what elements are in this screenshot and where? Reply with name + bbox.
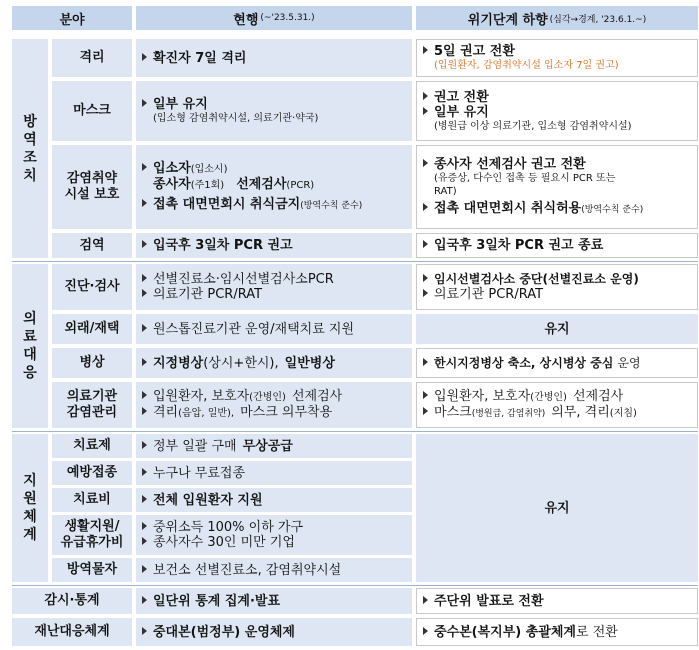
quarantine-entry-current [136,233,412,258]
quarantine-entry-current-text: 입국후 3일차 PCR 권고 [153,238,293,253]
row-label-infection-mgmt: 의료기관 감염관리 [52,382,132,428]
bullet-triangle-icon [142,289,147,297]
bullet-triangle-icon [423,391,428,399]
header-current [136,6,412,30]
row-label-isolation: 격리 [52,39,132,77]
mask-new-note: (병원급 이상 의료기관, 입소형 감염취약시설) [434,120,632,132]
infection-mgmt-new-patients: 입원환자, 보호자 [434,388,531,404]
diagnosis-current [136,264,412,310]
vulnerable-current-workers: 종사자 [153,176,191,192]
vulnerable-current-residents: 입소자 [153,160,191,176]
bullet-triangle-icon [423,407,428,415]
disaster-current-text: 중대본(범정부) 운영체제 [153,624,295,640]
vulnerable-current-pretest-note: (PCR) [286,179,315,191]
diagnosis-new-text-1: 임시선별검사소 중단(선별진료소 운영) [434,272,639,286]
bullet-triangle-icon [142,495,147,503]
section-medical [12,264,48,428]
bullet-triangle-icon [142,391,147,399]
vulnerable-new-note-1: (유증상, 다수인 접촉 등 필요시 PCR 또는 RAT) [434,172,616,197]
bullet-triangle-icon [142,240,147,248]
living-current [136,515,412,555]
section-support [12,434,48,582]
row-label-vaccination: 예방접종 [52,461,132,485]
bullet-triangle-icon [142,596,147,604]
vulnerable-current-residents-note: (입소시) [190,163,228,175]
bullet-triangle-icon [142,407,147,415]
bullet-triangle-icon [142,274,147,282]
header-current-title: 현행 [233,12,259,28]
infection-mgmt-new-caregivers: (간병인) [530,391,567,403]
bullet-triangle-icon [423,596,428,604]
isolation-new-text: 5일 권고 전환 [434,44,515,59]
infection-mgmt-new-pretest: 선제검사 [572,388,624,404]
row-label-quarantine-entry: 검역 [52,233,132,258]
beds-current-designated: 지정병상 [153,355,204,371]
header-new-date: (심각→경계, '23.6.1.~) [549,14,647,25]
infection-mgmt-new-guideline: (지침) [609,407,637,419]
row-label-treatment: 치료제 [52,434,132,458]
beds-new-text: 한시지정병상 축소, 상시병상 중심 [434,355,614,370]
infection-mgmt-current-isolation-note: (음압, 일반), [178,408,235,419]
disaster-new [416,618,698,646]
row-label-vulnerable: 감염취약 시설 보호 [52,145,132,229]
bullet-triangle-icon [423,627,428,635]
bullet-triangle-icon [142,522,147,530]
support-new: 유지 [416,434,698,582]
beds-current [136,348,412,378]
vulnerable-current-visit-note: (방역수칙 준수) [300,200,363,211]
outpatient-current-text: 원스톱진료기관 운영/재택치료 지원 [153,321,355,337]
vulnerable-current-pretest: 선제검사 [236,176,287,192]
supplies-current [136,558,412,582]
header-new [416,6,698,30]
row-label-disaster: 재난대응체계 [12,618,132,646]
infection-mgmt-current-isolation: 격리 [153,405,179,420]
row-label-diagnosis: 진단·검사 [52,264,132,310]
diagnosis-current-text-2: 의료기관 PCR/RAT [153,287,263,302]
vulnerable-current-workers-note: (주1회) [190,179,225,191]
mask-current-note: (입소형 감염취약시설, 의료기관·약국) [153,113,319,124]
infection-mgmt-current-patients: 입원환자, 보호자 [153,389,250,404]
bullet-triangle-icon [423,289,428,297]
living-current-text-1: 중위소득 100% 이하 가구 [153,520,304,535]
infection-mgmt-new-duty: 의무, 격리 [551,404,610,420]
bullet-triangle-icon [142,627,147,635]
section-support-label: 지 원 체 계 [23,473,37,543]
row-label-outpatient: 외래/재택 [52,314,132,344]
row-label-cost: 치료비 [52,488,132,512]
bullet-triangle-icon [423,159,428,167]
bullet-triangle-icon [142,99,147,107]
beds-new [416,348,698,378]
monitoring-new [416,588,698,614]
infection-mgmt-new-mask: 마스크 [434,404,472,420]
vaccination-current-text: 누구나 무료접종 [153,465,246,481]
vulnerable-new-text-1: 종사자 선제검사 권고 전환 [434,156,586,172]
section-divider [12,431,698,432]
disaster-current [136,618,412,646]
isolation-current-text: 확진자 7일 격리 [153,50,247,66]
bullet-triangle-icon [423,240,428,248]
bullet-triangle-icon [142,358,147,366]
monitoring-current-text: 일단위 통계 집계·발표 [153,593,281,609]
header-category-label: 분야 [59,12,85,28]
beds-new-operation: 운영 [617,355,641,370]
row-label-living: 생활지원/ 유급휴가비 [52,515,132,555]
bullet-triangle-icon [142,199,147,207]
section-divider [12,585,698,586]
quarantine-entry-new-text: 입국후 3일차 PCR 권고 종료 [434,238,604,253]
bullet-triangle-icon [142,53,147,61]
infection-mgmt-current-caregivers: (간병인) [249,392,286,403]
mask-current-text: 일부 유지 [153,97,208,112]
diagnosis-new [416,264,698,310]
vulnerable-new-note-2: (방역수칙 준수) [581,204,644,215]
row-label-mask: 마스크 [52,81,132,141]
mask-current [136,81,412,141]
outpatient-new: 유지 [416,314,698,344]
treatment-current-free: 무상공급 [242,438,293,454]
section-divider [12,261,698,262]
bullet-triangle-icon [142,537,147,545]
mask-new-text-2: 일부 유지 [434,104,489,120]
row-label-supplies: 방역물자 [52,558,132,582]
isolation-current [136,39,412,77]
diagnosis-current-text-1: 선별진료소·임시선별검사소PCR [153,272,334,287]
treatment-current-purchase: 정부 일괄 구매 [153,438,237,454]
bullet-triangle-icon [142,468,147,476]
header-current-date: (~'23.5.31.) [260,13,315,23]
bullet-triangle-icon [423,203,428,211]
cost-current-text: 전체 입원환자 지원 [153,492,263,508]
supplies-current-text: 보건소 선별진료소, 감염취약시설 [153,562,342,578]
vulnerable-new [416,145,698,229]
bullet-triangle-icon [142,565,147,573]
bullet-triangle-icon [423,107,428,115]
bullet-triangle-icon [142,324,147,332]
infection-mgmt-new [416,382,698,428]
vulnerable-new-text-2: 접촉 대면면회시 취식허용 [434,200,582,216]
bullet-triangle-icon [142,441,147,449]
monitoring-new-text: 주단위 발표로 전환 [434,593,544,609]
bullet-triangle-icon [423,46,428,54]
infection-mgmt-new-mask-note: (병원급, 감염취약) [471,408,546,419]
isolation-new-note: (입원환자, 감염취약시설 입소자 7일 권고) [434,60,619,71]
disaster-new-text: 중수본(복지부) 총괄체계 [434,624,576,640]
infection-mgmt-current-pretest: 선제검사 [291,389,343,404]
mask-new [416,81,698,141]
living-current-text-2: 종사자수 30인 미만 기업 [153,535,295,550]
cost-current [136,488,412,512]
header-category [12,6,132,30]
bullet-triangle-icon [423,358,428,366]
vulnerable-current [136,145,412,229]
row-label-monitoring: 감시·통계 [12,588,132,614]
bullet-triangle-icon [423,274,428,282]
beds-current-designated-note: (상시+한시), [203,355,279,371]
quarantine-entry-new [416,233,698,258]
vulnerable-current-visit: 접촉 대면면회시 취식금지 [153,196,301,212]
vaccination-current [136,461,412,485]
bullet-triangle-icon [142,163,147,171]
infection-mgmt-current [136,382,412,428]
section-quarantine-label: 방 역 조 치 [23,113,37,184]
section-quarantine [12,39,48,258]
disaster-new-suffix: 로 전환 [576,624,618,640]
diagnosis-new-text-2: 의료기관 PCR/RAT [434,287,544,302]
row-label-beds: 병상 [52,348,132,378]
infection-mgmt-current-mask: 마스크 의무착용 [240,405,333,420]
mask-new-text-1: 권고 전환 [434,89,489,105]
beds-current-general: 일반병상 [284,355,335,371]
bullet-triangle-icon [423,92,428,100]
isolation-new [416,39,698,77]
monitoring-current [136,588,412,614]
section-medical-label: 의 료 대 응 [23,311,37,381]
outpatient-current [136,314,412,344]
header-new-title: 위기단계 하향 [467,12,548,28]
treatment-current [136,434,412,458]
